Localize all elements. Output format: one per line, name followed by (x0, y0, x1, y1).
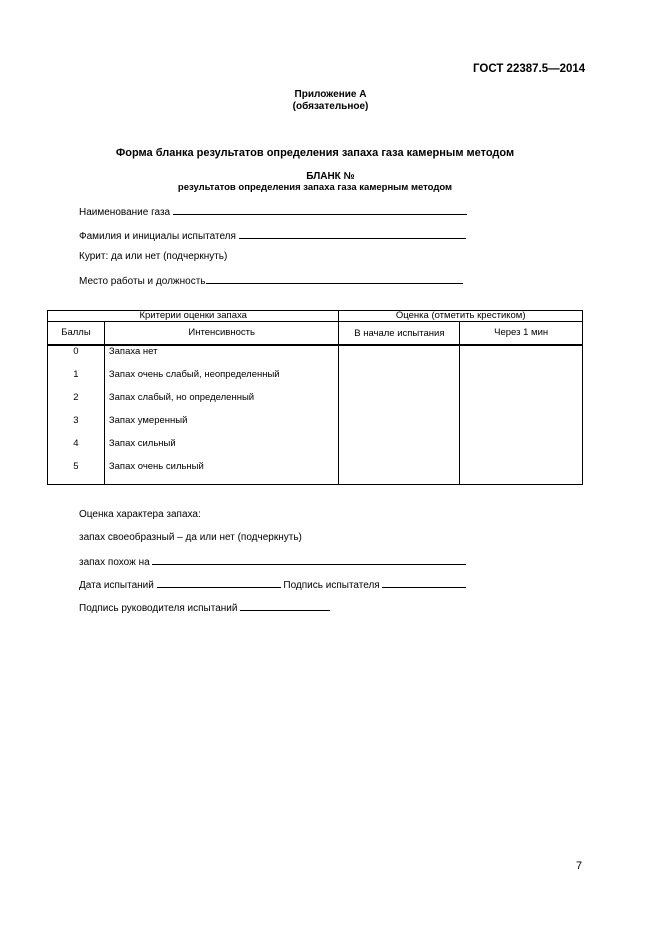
criteria-group-header: Критерии оценки запаха (48, 311, 339, 322)
intensity-column-header: Интенсивность (104, 322, 339, 346)
gas-name-line[interactable] (173, 205, 467, 215)
criteria-table (47, 310, 583, 485)
similar-field (79, 555, 466, 568)
character-label: Оценка характера запаха: (79, 509, 201, 520)
tester-name-line[interactable] (239, 229, 466, 239)
tester-sign-line[interactable] (382, 578, 466, 588)
blank-subtitle: результатов определения запаха газа камерным методом (177, 182, 453, 193)
score-value: 5 (73, 461, 79, 472)
intensity-value: Запах очень слабый, неопределенный (108, 369, 280, 380)
table-column-header (48, 322, 583, 346)
start-mark-cell[interactable] (339, 345, 460, 485)
intensity-value: Запах очень сильный (108, 461, 204, 472)
score-column-header: Баллы (48, 322, 105, 346)
head-sign-label: Подпись руководителя испытаний (79, 603, 241, 614)
after-mark-cell[interactable] (460, 345, 583, 485)
appendix-subtitle: (обязательное) (292, 101, 369, 112)
intensity-value: Запах сильный (108, 438, 176, 449)
rating-group-header: Оценка (отметить крестиком) (339, 311, 583, 322)
similar-line[interactable] (152, 555, 466, 565)
peculiar-label: запах своеобразный – да или нет (подчеркнуть) (79, 532, 302, 543)
score-value: 1 (73, 369, 79, 380)
intensity-cell (104, 345, 339, 485)
workplace-label: Место работы и должность (79, 276, 206, 287)
intensity-value: Запах слабый, но определенный (108, 392, 255, 403)
after-column-header: Через 1 мин (460, 322, 583, 346)
score-value: 2 (73, 392, 79, 403)
table-body-row (48, 345, 583, 485)
blank-title: БЛАНК № (306, 171, 355, 182)
test-date-label: Дата испытаний (79, 580, 157, 591)
tester-name-field (79, 229, 466, 242)
test-date-line[interactable] (157, 578, 281, 588)
workplace-line[interactable] (206, 274, 463, 284)
gas-name-field (79, 205, 467, 218)
standard-number: ГОСТ 22387.5—2014 (473, 63, 586, 75)
tester-name-label: Фамилия и инициалы испытателя (79, 231, 239, 242)
workplace-field (79, 274, 463, 287)
table-group-header (48, 311, 583, 322)
head-sign-field (79, 601, 330, 614)
page-number: 7 (576, 860, 583, 872)
smoker-field (79, 251, 227, 262)
score-cell (48, 345, 105, 485)
score-value: 3 (73, 415, 79, 426)
smoker-label: Курит: да или нет (подчеркнуть) (79, 251, 228, 262)
score-value: 4 (73, 438, 79, 449)
score-value: 0 (73, 346, 79, 357)
appendix-title: Приложение А (294, 89, 367, 100)
start-column-header: В начале испытания (339, 322, 460, 346)
intensity-value: Запах умеренный (108, 415, 188, 426)
gas-name-label: Наименование газа (79, 207, 173, 218)
similar-label: запах похож на (79, 557, 153, 568)
intensity-value: Запаха нет (108, 346, 158, 357)
head-sign-line[interactable] (240, 601, 330, 611)
date-sign-field (79, 578, 466, 591)
tester-sign-label: Подпись испытателя (280, 580, 383, 591)
form-title: Форма бланка результатов определения запаха газа камерным методом (115, 147, 515, 159)
